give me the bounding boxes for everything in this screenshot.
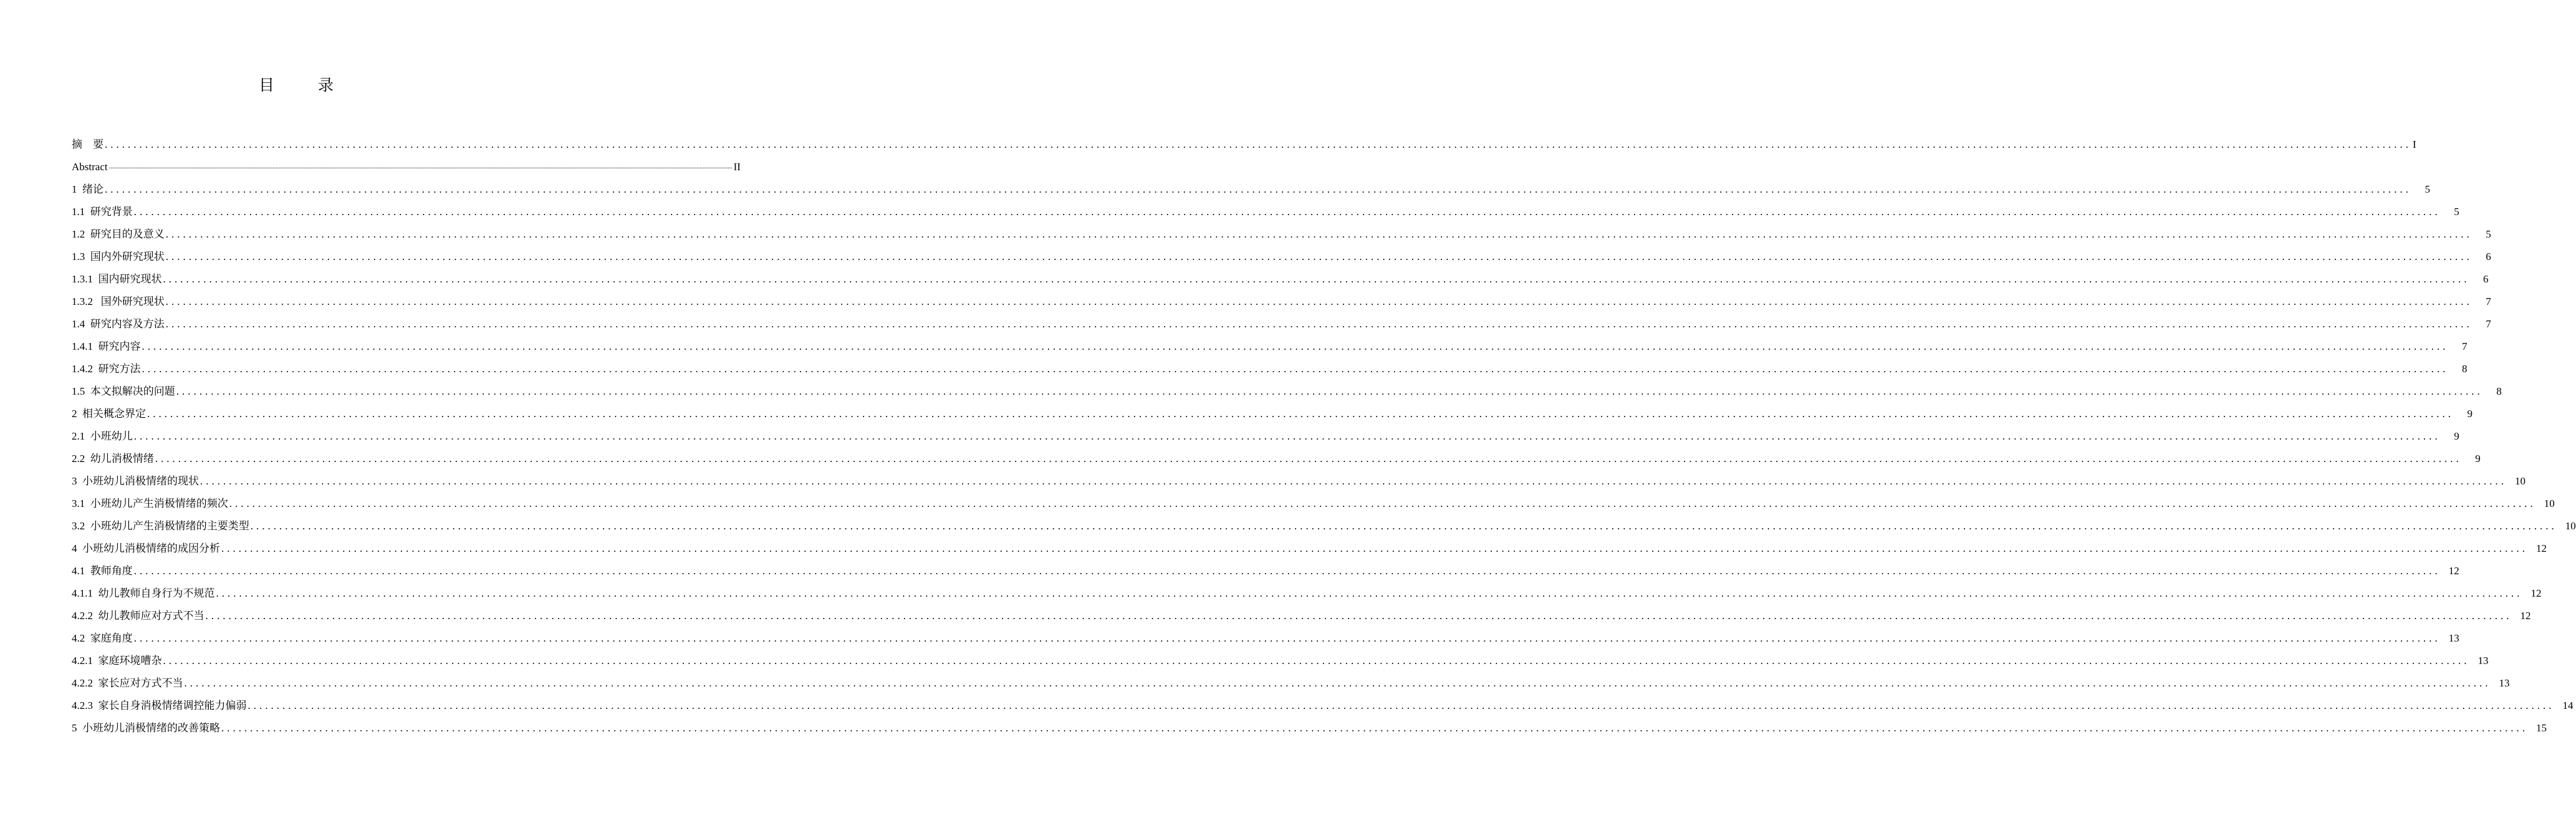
toc-entry[interactable] [72,510,2576,532]
toc-entry-label: 1.3 国内外研究现状 [72,251,165,262]
toc-page-number: 13 [2499,677,2510,689]
page-title: 目 录 [258,77,348,94]
toc-page-number: 10 [2565,520,2576,532]
toc-entry-label: 4 小班幼儿消极情绪的成因分析 [72,542,220,554]
toc-dot-leader: ................................................................................................................................................................................................................................................................................................................................................................................................................ [163,273,2470,285]
toc-page-number: 7 [2486,296,2491,307]
toc-dot-leader: ................................................................................................................................................................................................................................................................................................................................................................................................................ [184,677,2491,689]
toc-entry[interactable] [72,712,2547,734]
toc-dot-leader: ................................................................................................................................................................................................................................................................................................................................................................................................................ [216,587,2523,599]
toc-entry-label: 1 绪论 [72,183,103,195]
toc-page-number: 12 [2448,565,2459,577]
toc-dot-leader: ................................................................................................................................................................................................................................................................................................................................................................................................................ [133,632,2441,644]
toc-entry-label: 4.2.3 家长自身消极情绪调控能力偏弱 [72,700,247,711]
toc-entry[interactable] [72,465,2526,488]
toc-entry-label: 5 小班幼儿消极情绪的改善策略 [72,722,220,734]
toc-page-number: 13 [2477,655,2489,667]
toc-entry[interactable] [72,600,2531,622]
toc-page-number: 12 [2520,610,2531,622]
toc-entry-label: 1.4.1 研究内容 [72,340,141,352]
toc-entry[interactable] [72,196,2459,218]
toc-entry-label: Abstract [72,161,108,173]
toc-dot-leader: ................................................................................................................................................................................................................................................................................................................................................................................................................ [155,453,2462,465]
toc-dot-leader: ................................................................................................................................................................................................................................................................................................................................................................................................................ [142,340,2449,352]
toc-dot-leader: ................................................................................................................................................................................................................................................................................................................................................................................................................ [147,408,2454,420]
toc-entry[interactable] [72,263,2489,286]
toc-dot-leader: ................................................................................................................................................................................................................................................................................................................................................................................................................ [176,385,2483,397]
toc-dot-leader: ................................................................................................................................................................................................................................................................................................................................................................................................................ [221,542,2528,554]
toc-entry-label: 1.4 研究内容及方法 [72,318,165,330]
toc-page-number: 8 [2462,363,2468,375]
toc-page-number: 9 [2467,408,2473,420]
toc-entry[interactable] [72,241,2491,263]
toc-entry-label: 3 小班幼儿消极情绪的现状 [72,475,199,487]
toc-entry-label: 1.3.2 国外研究现状 [72,296,165,307]
toc-page-number: 6 [2486,251,2491,262]
toc-dot-leader: ................................................................................................................................................................................................................................................................................................................................................................................................................ [133,430,2441,442]
toc-dot-leader: ................................................................................................................................................................................................................................................................................................................................................................................................................ [165,228,2473,240]
toc-dot-leader: ................................................................................................................................................................................................................................................................................................................................................................................................................ [250,520,2557,532]
toc-entry[interactable] [72,218,2491,241]
toc-page-number: II [733,161,741,173]
toc-dot-leader: ................................................................................................................................................................................................................................................................................................................................................................................................................ [248,700,2555,711]
toc-entry-label: 1.3.1 国内研究现状 [72,273,162,285]
toc-entry-label: 4.1.1 幼儿教师自身行为不规范 [72,587,215,599]
toc-entry-label: 3.1 小班幼儿产生消极情绪的频次 [72,498,228,509]
toc-entry-label: 4.2 家庭角度 [72,632,133,644]
toc-entry[interactable] [72,555,2459,577]
toc-entry-label: 1.2 研究目的及意义 [72,228,165,240]
toc-page-number: 15 [2536,722,2547,734]
toc-dot-leader: ................................................................................................................................................................................................................................................................................................................................................................................................................ [221,722,2528,734]
toc-entry[interactable] [72,645,2489,667]
toc-entry-label: 2 相关概念界定 [72,408,146,420]
toc-page-number: I [2413,138,2416,150]
toc-entry-label: 4.2.2 幼儿教师应对方式不当 [72,610,204,622]
toc-page-number: 7 [2486,318,2491,330]
toc-dot-leader: ................................................................................................................................................................................................................................................................................................................................................................................................................ [205,610,2512,622]
toc-entry[interactable] [72,151,741,173]
toc-entry[interactable] [72,353,2468,375]
toc-entry[interactable] [72,667,2510,690]
toc-entry[interactable] [72,443,2481,465]
toc-entry-label: 4.1 教师角度 [72,565,133,577]
toc-entry[interactable] [72,532,2547,555]
toc-page-number: 10 [2515,475,2526,487]
toc-entry-label: 1.4.2 研究方法 [72,363,141,375]
toc-dot-leader: ................................................................................................................................................................................................................................................................................................................................................................................................................ [200,475,2507,487]
toc-page-number: 9 [2454,430,2459,442]
toc-page-number: 5 [2454,206,2459,218]
toc-entry[interactable] [72,420,2459,443]
toc-entry-label: 1.5 本文拟解决的问题 [72,385,175,397]
toc-entry[interactable] [72,308,2491,330]
toc-entry[interactable] [72,131,2416,151]
toc-entry-label: 3.2 小班幼儿产生消极情绪的主要类型 [72,520,249,532]
toc-entry-label: 2.1 小班幼儿 [72,430,133,442]
toc-entry-label: 2.2 幼儿消极情绪 [72,453,154,465]
toc-entry-label: 4.2.2 家长应对方式不当 [72,677,183,689]
toc-list [72,131,2576,734]
toc-page-number: 7 [2462,340,2468,352]
toc-entry-label: 摘 要 [72,138,103,150]
toc-entry-label: 4.2.1 家庭环境嘈杂 [72,655,162,667]
toc-entry[interactable] [72,173,2430,196]
toc-entry[interactable] [72,330,2468,353]
toc-page-number: 12 [2530,587,2542,599]
toc-entry[interactable] [72,398,2473,420]
toc-page-number: 5 [2425,183,2430,195]
toc-page-number: 6 [2483,273,2489,285]
toc-entry[interactable] [72,488,2555,510]
toc-dot-leader: ................................................................................................................................................................................................................................................................................................................................................................................................................ [133,206,2441,218]
toc-dot-leader: ................................................................................................................................................................................................................................................................................................................................................................................................................ [133,565,2441,577]
toc-page-number: 9 [2475,453,2481,465]
toc-entry[interactable] [72,286,2491,308]
toc-dot-leader: ................................................................................................................................................................................................................................................................................................................................................................................................................ [105,138,2411,150]
toc-dot-leader: ................................................................................................................................................................................................................................................................................................................................................................................................................ [142,363,2449,375]
toc-page-number: 5 [2486,228,2491,240]
toc-page-number: 13 [2448,632,2459,644]
toc-entry-label: 1.1 研究背景 [72,206,133,218]
toc-page-number: 12 [2536,542,2547,554]
toc-dot-leader: ................................................................................................................................................................................................................................................................................................................................................................................................................ [108,163,733,170]
toc-entry[interactable] [72,375,2502,398]
toc-dot-leader: ................................................................................................................................................................................................................................................................................................................................................................................................................ [165,296,2473,307]
toc-page-number: 10 [2544,498,2555,509]
toc-dot-leader: ................................................................................................................................................................................................................................................................................................................................................................................................................ [165,251,2473,262]
toc-dot-leader: ................................................................................................................................................................................................................................................................................................................................................................................................................ [105,183,2411,195]
toc-dot-leader: ................................................................................................................................................................................................................................................................................................................................................................................................................ [163,655,2470,667]
toc-page-number: 14 [2562,700,2574,711]
toc-dot-leader: ................................................................................................................................................................................................................................................................................................................................................................................................................ [229,498,2536,509]
toc-dot-leader: ................................................................................................................................................................................................................................................................................................................................................................................................................ [165,318,2473,330]
toc-entry[interactable] [72,622,2459,645]
toc-page-number: 8 [2496,385,2502,397]
toc-entry[interactable] [72,577,2542,600]
toc-entry[interactable] [72,690,2574,712]
